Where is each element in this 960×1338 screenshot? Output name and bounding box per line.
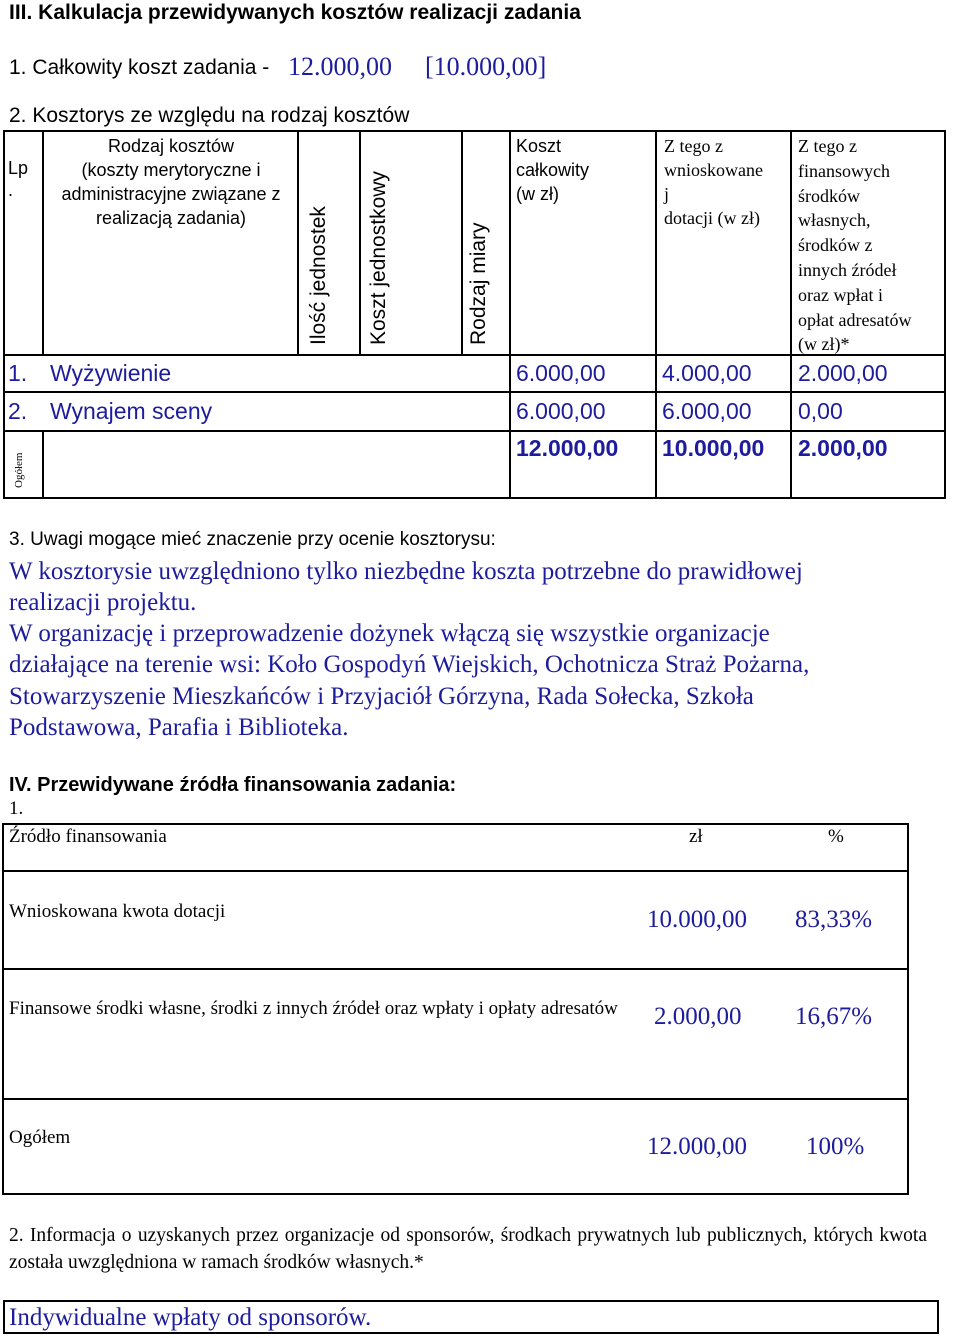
estimate-title: 2. Kosztorys ze względu na rodzaj kosztów <box>9 104 410 127</box>
header-units: Ilość jednostek <box>307 206 330 345</box>
remarks-line: realizacji projektu. <box>9 589 197 616</box>
summary-subsidy: 10.000,00 <box>662 435 765 461</box>
sponsor-info: 2. Informacja o uzyskanych przez organizacje od sponsorów, środkach prywatnych lub publicznych, których kwota została uwzględniona w ramach środków własnych.* <box>9 1225 927 1273</box>
total-requested-value: [10.000,00] <box>425 52 547 81</box>
funding-source: Wnioskowana kwota dotacji <box>9 901 226 922</box>
row-lp: 2. <box>8 398 28 424</box>
remarks-line: działające na terenie wsi: Koło Gospodyń Wiejskich, Ochotnicza Straż Pożarna, <box>9 651 810 678</box>
row-total: 6.000,00 <box>516 360 606 386</box>
row-own: 0,00 <box>798 398 843 424</box>
row-lp: 1. <box>8 360 28 386</box>
summary-label: Ogółem <box>13 452 25 488</box>
sponsor-box <box>3 1300 939 1334</box>
header-subsidy: Z tego z wnioskowane j dotacji (w zł) <box>664 136 763 228</box>
funding-header-source: Źródło finansowania <box>9 826 167 847</box>
section-4-title: IV. Przewidywane źródła finansowania zadania: <box>9 774 457 796</box>
row-name: Wynajem sceny <box>50 398 213 424</box>
summary-total: 12.000,00 <box>516 435 619 461</box>
remarks-line: W kosztorysie uwzględniono tylko niezbędne koszta potrzebne do prawidłowej <box>9 558 803 585</box>
header-cost-type: Rodzaj kosztów (koszty merytoryczne i administracyjne związane z realizacją zadania) <box>61 136 281 228</box>
funding-amount: 2.000,00 <box>654 1003 742 1030</box>
row-subsidy: 6.000,00 <box>662 398 752 424</box>
total-cost-value: 12.000,00 <box>288 52 392 81</box>
remarks-line: W organizację i przeprowadzenie dożynek włączą się wszystkie organizacje <box>9 620 770 647</box>
funding-source: Ogółem <box>9 1127 71 1148</box>
row-own: 2.000,00 <box>798 360 888 386</box>
header-own-funds: Z tego z finansowych środków własnych, środków z innych źródeł oraz wpłat i opłat adresatów (w zł)* <box>798 136 912 355</box>
row-subsidy: 4.000,00 <box>662 360 752 386</box>
row-total: 6.000,00 <box>516 398 606 424</box>
funding-source: Finansowe środki własne, środki z innych źródeł oraz wpłaty i opłaty adresatów <box>9 998 618 1019</box>
header-total-cost: Koszt całkowity (w zł) <box>516 136 590 204</box>
remarks-line: Podstawowa, Parafia i Biblioteka. <box>9 714 349 741</box>
remarks-title: 3. Uwagi mogące mieć znaczenie przy ocenie kosztorysu: <box>9 529 496 550</box>
funding-header-percent: % <box>828 826 844 847</box>
section-3-title: III. Kalkulacja przewidywanych kosztów realizacji zadania <box>9 1 581 24</box>
header-lp: Lp . <box>8 158 29 200</box>
funding-header-amount: zł <box>689 826 703 847</box>
funding-amount: 12.000,00 <box>647 1133 747 1160</box>
remarks-line: Stowarzyszenie Mieszkańców i Przyjaciół Górzyna, Rada Sołecka, Szkoła <box>9 683 754 710</box>
header-measure: Rodzaj miary <box>467 222 490 345</box>
funding-percent: 83,33% <box>795 906 873 933</box>
funding-amount: 10.000,00 <box>647 906 747 933</box>
funding-percent: 16,67% <box>795 1003 873 1030</box>
funding-percent: 100% <box>806 1133 865 1160</box>
row-name: Wyżywienie <box>50 360 172 386</box>
section-4-number: 1. <box>9 798 24 819</box>
sponsor-box-text: Indywidualne wpłaty od sponsorów. <box>9 1304 372 1331</box>
summary-own: 2.000,00 <box>798 435 888 461</box>
header-unit-cost: Koszt jednostkowy <box>367 171 390 345</box>
total-cost-label: 1. Całkowity koszt zadania - <box>9 56 270 79</box>
